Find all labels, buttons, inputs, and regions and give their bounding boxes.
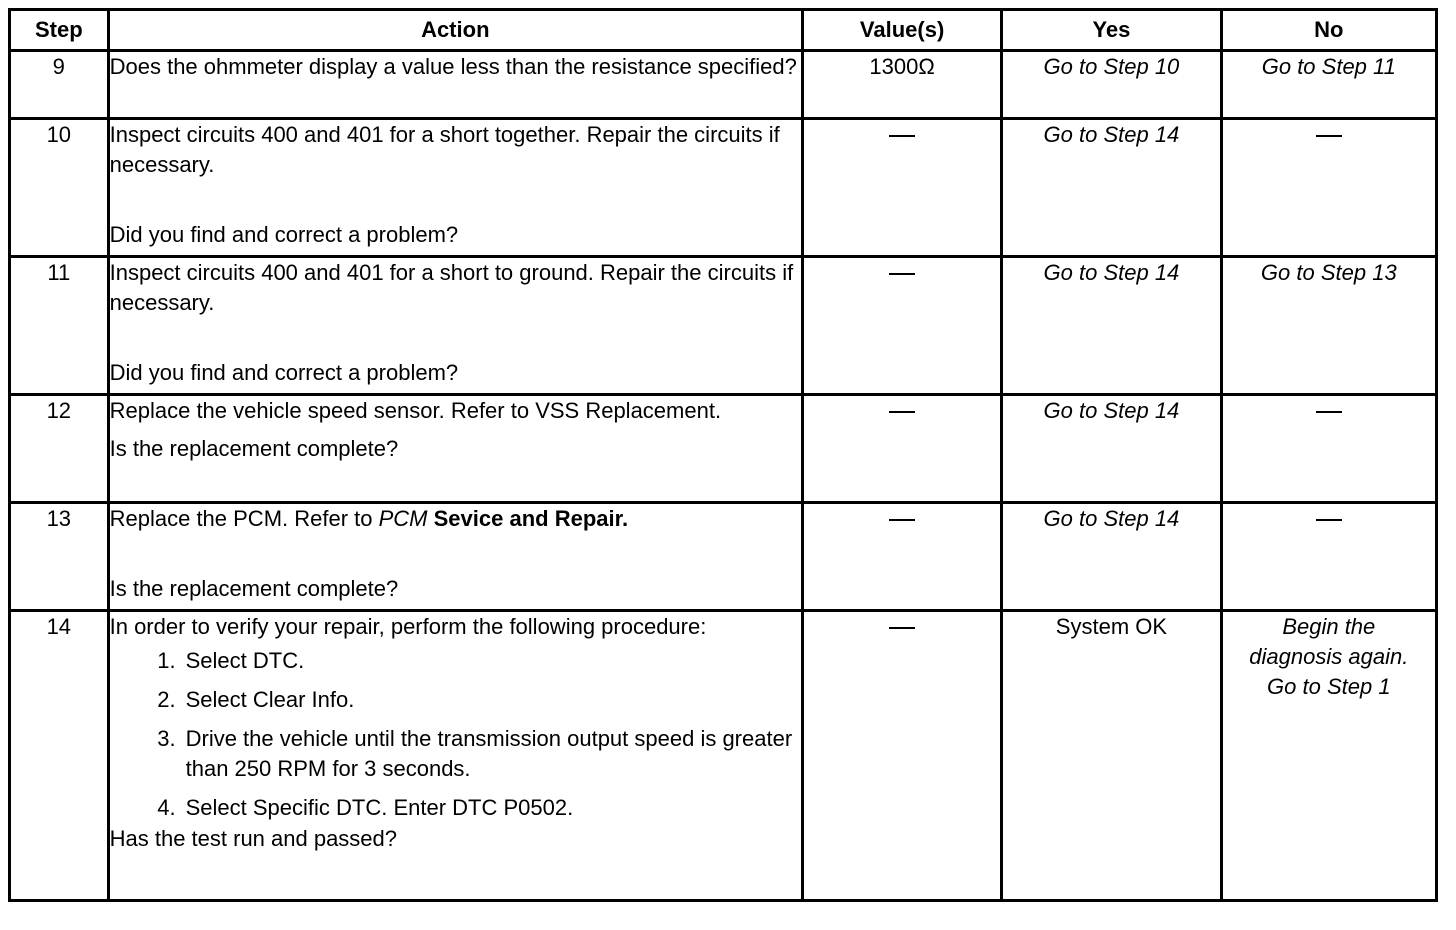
action-question: Did you find and correct a problem?: [109, 360, 459, 385]
substep-list: [110, 646, 801, 823]
no-link[interactable]: [1221, 611, 1436, 901]
value-dash: [889, 273, 915, 275]
no-line: diagnosis again.: [1249, 644, 1409, 669]
substep-number: 3.: [157, 726, 176, 751]
no-line: Begin the: [1282, 614, 1376, 639]
header-step: Step: [10, 10, 109, 51]
step-number: 13: [10, 503, 109, 611]
no-cell: [1221, 395, 1436, 503]
no-link[interactable]: Go to Step 13: [1221, 257, 1436, 395]
substep-text: Select Specific DTC. Enter DTC P0502.: [185, 795, 574, 820]
value-dash: [889, 135, 915, 137]
step-number: 10: [10, 119, 109, 257]
value-cell: 1300Ω: [802, 51, 1001, 119]
header-yes: Yes: [1002, 10, 1221, 51]
action-text: Inspect circuits 400 and 401 for a short to ground. Repair the circuits if necessary.: [109, 260, 794, 315]
action-question: Does the ohmmeter display a value less than the resistance specified?: [109, 54, 797, 79]
substep-number: 2.: [157, 687, 176, 712]
action-cell: [108, 395, 802, 503]
value-cell: [802, 611, 1001, 901]
pcm-link[interactable]: PCM: [378, 506, 428, 531]
no-dash: [1316, 135, 1342, 137]
diagnostic-table: [8, 8, 1438, 902]
step-number: 14: [10, 611, 109, 901]
table-row: [10, 119, 1437, 257]
action-question: Is the replacement complete?: [109, 576, 399, 601]
no-cell: [1221, 119, 1436, 257]
table-row: [10, 257, 1437, 395]
action-text: In order to verify your repair, perform the following procedure:: [109, 614, 707, 639]
yes-result: System OK: [1002, 611, 1221, 901]
action-question: Is the replacement complete?: [109, 436, 399, 461]
list-item: [138, 793, 801, 823]
value-dash: [889, 627, 915, 629]
header-row: [10, 10, 1437, 51]
header-values: Value(s): [802, 10, 1001, 51]
step-number: 9: [10, 51, 109, 119]
value-dash: [889, 411, 915, 413]
action-text: [110, 504, 801, 534]
action-cell: [108, 119, 802, 257]
value-cell: [802, 119, 1001, 257]
value-cell: [802, 503, 1001, 611]
list-item: [138, 685, 801, 715]
yes-link[interactable]: Go to Step 14: [1002, 119, 1221, 257]
no-dash: [1316, 411, 1342, 413]
table-row: [10, 611, 1437, 901]
action-cell: [108, 257, 802, 395]
substep-text: Drive the vehicle until the transmission output speed is greater than 250 RPM for 3 seconds.: [185, 726, 793, 781]
list-item: [138, 724, 801, 784]
action-text: Inspect circuits 400 and 401 for a short together. Repair the circuits if necessary.: [109, 122, 780, 177]
action-text-start: Replace the PCM. Refer to: [109, 506, 379, 531]
yes-link[interactable]: Go to Step 14: [1002, 503, 1221, 611]
substep-number: 1.: [157, 648, 176, 673]
no-cell: [1221, 503, 1436, 611]
table-row: [10, 503, 1437, 611]
no-dash: [1316, 519, 1342, 521]
no-line: Go to Step 1: [1267, 674, 1391, 699]
yes-link[interactable]: Go to Step 14: [1002, 395, 1221, 503]
action-text: Replace the vehicle speed sensor. Refer to VSS Replacement.: [109, 398, 722, 423]
list-item: [138, 646, 801, 676]
value-cell: [802, 395, 1001, 503]
substep-text: Select DTC.: [185, 648, 305, 673]
table-row: [10, 51, 1437, 119]
yes-link[interactable]: Go to Step 14: [1002, 257, 1221, 395]
header-action: Action: [108, 10, 802, 51]
value-dash: [889, 519, 915, 521]
no-link[interactable]: Go to Step 11: [1221, 51, 1436, 119]
action-question: Has the test run and passed?: [109, 826, 398, 851]
service-repair-link[interactable]: Sevice and Repair.: [427, 506, 629, 531]
value-cell: [802, 257, 1001, 395]
table-row: [10, 395, 1437, 503]
action-cell: [108, 51, 802, 119]
step-number: 12: [10, 395, 109, 503]
substep-text: Select Clear Info.: [185, 687, 355, 712]
action-question: Did you find and correct a problem?: [109, 222, 459, 247]
header-no: No: [1221, 10, 1436, 51]
substep-number: 4.: [157, 795, 176, 820]
action-cell: [108, 503, 802, 611]
step-number: 11: [10, 257, 109, 395]
action-cell: [108, 611, 802, 901]
yes-link[interactable]: Go to Step 10: [1002, 51, 1221, 119]
